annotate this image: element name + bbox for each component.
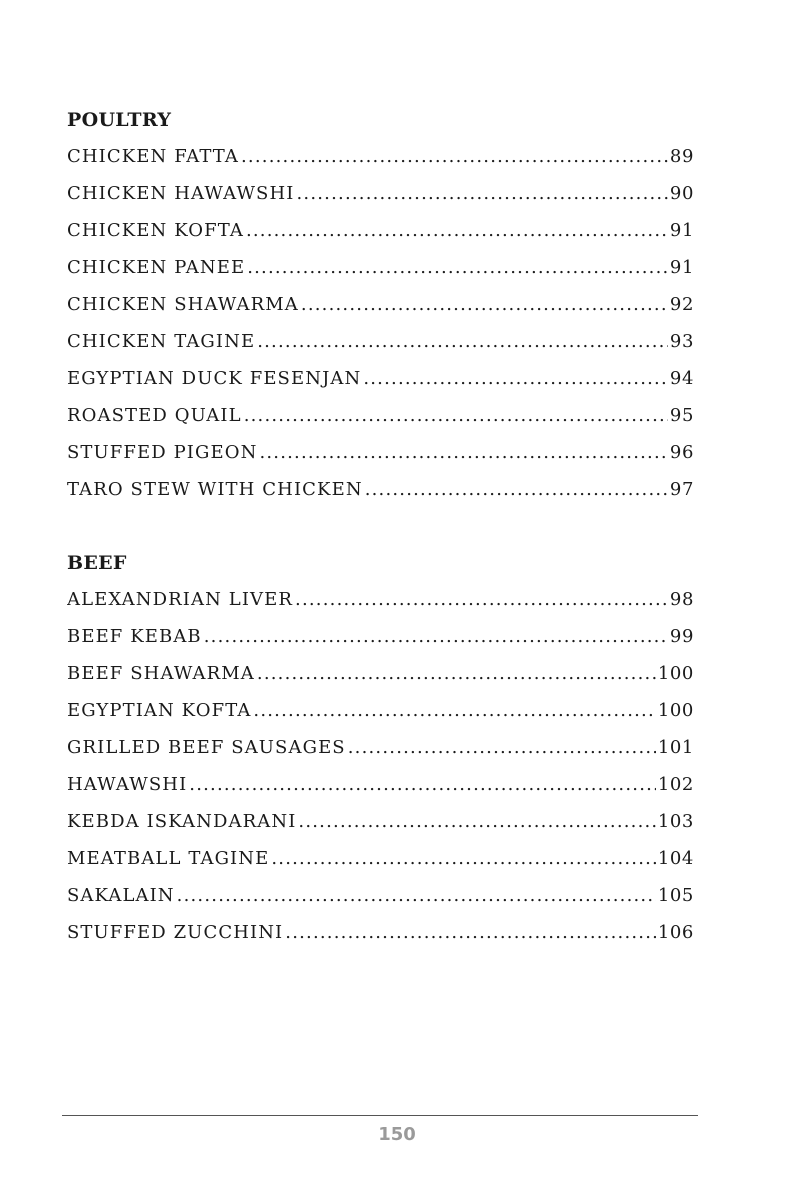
toc-entry (67, 256, 694, 293)
entry-title: CHICKEN KOFTA (67, 220, 244, 241)
dot-leader (271, 847, 655, 871)
entry-page-number: 99 (669, 626, 694, 647)
entry-title: EGYPTIAN DUCK FESENJAN (67, 368, 362, 389)
entry-title: HAWAWSHI (67, 774, 188, 795)
entry-page-number: 102 (657, 774, 694, 795)
toc-entry (67, 921, 694, 958)
entry-title: SAKALAIN (67, 885, 175, 906)
toc-entry (67, 145, 694, 182)
entry-page-number: 104 (657, 848, 694, 869)
entry-title: EGYPTIAN KOFTA (67, 700, 252, 721)
toc-entry (67, 182, 694, 219)
toc-entry (67, 662, 694, 699)
entry-page-number: 90 (669, 183, 694, 204)
dot-leader (363, 367, 668, 391)
entry-page-number: 105 (657, 885, 694, 906)
entry-title: CHICKEN TAGINE (67, 331, 256, 352)
toc-entry (67, 847, 694, 884)
entry-title: CHICKEN HAWAWSHI (67, 183, 295, 204)
dot-leader (246, 219, 668, 243)
entry-title: GRILLED BEEF SAUSAGES (67, 737, 346, 758)
entry-page-number: 91 (669, 220, 694, 241)
dot-leader (297, 182, 668, 206)
toc-entry (67, 773, 694, 810)
entry-title: TARO STEW WITH CHICKEN (67, 479, 363, 500)
entry-title: BEEF SHAWARMA (67, 663, 255, 684)
entry-title: CHICKEN PANEE (67, 257, 246, 278)
entry-page-number: 103 (657, 811, 694, 832)
entry-page-number: 93 (669, 331, 694, 352)
toc-entry (67, 478, 694, 515)
dot-leader (253, 699, 655, 723)
entry-page-number: 92 (669, 294, 694, 315)
toc-entry (67, 367, 694, 404)
entry-title: ALEXANDRIAN LIVER (67, 589, 294, 610)
entry-page-number: 94 (669, 368, 694, 389)
dot-leader (244, 404, 668, 428)
footer-divider (62, 1115, 698, 1116)
toc-section-beef (67, 551, 694, 958)
entry-title: CHICKEN SHAWARMA (67, 294, 299, 315)
toc-entry (67, 736, 694, 773)
entry-title: KEBDA ISKANDARANI (67, 811, 297, 832)
dot-leader (295, 588, 668, 612)
toc-section-poultry (67, 108, 694, 515)
entry-page-number: 97 (669, 479, 694, 500)
toc-entry (67, 404, 694, 441)
entry-title: ROASTED QUAIL (67, 405, 242, 426)
dot-leader (247, 256, 668, 280)
footer-page-number: 150 (378, 1124, 416, 1145)
entry-page-number: 100 (657, 700, 694, 721)
section-title: POULTRY (67, 109, 172, 131)
entry-page-number: 95 (669, 405, 694, 426)
dot-leader (177, 884, 656, 908)
toc-entry (67, 219, 694, 256)
toc-entry (67, 810, 694, 847)
entry-page-number: 100 (657, 663, 694, 684)
entry-page-number: 91 (669, 257, 694, 278)
entry-title: BEEF KEBAB (67, 626, 202, 647)
entry-page-number: 106 (657, 922, 694, 943)
entry-page-number: 89 (669, 146, 694, 167)
dot-leader (257, 330, 668, 354)
entry-title: CHICKEN FATTA (67, 146, 240, 167)
entry-title: STUFFED PIGEON (67, 442, 258, 463)
dot-leader (298, 810, 655, 834)
toc-entry (67, 625, 694, 662)
entry-title: MEATBALL TAGINE (67, 848, 270, 869)
dot-leader (241, 145, 668, 169)
toc-entry (67, 441, 694, 478)
dot-leader (301, 293, 668, 317)
entry-page-number: 96 (669, 442, 694, 463)
entry-title: STUFFED ZUCCHINI (67, 922, 284, 943)
dot-leader (259, 441, 667, 465)
toc-entry (67, 884, 694, 921)
dot-leader (348, 736, 656, 760)
toc-entry (67, 588, 694, 625)
toc-entry (67, 330, 694, 367)
entry-page-number: 98 (669, 589, 694, 610)
toc-entry (67, 699, 694, 736)
entry-page-number: 101 (657, 737, 694, 758)
dot-leader (365, 478, 668, 502)
dot-leader (257, 662, 656, 686)
dot-leader (189, 773, 656, 797)
dot-leader (285, 921, 656, 945)
section-title: BEEF (67, 552, 127, 574)
dot-leader (204, 625, 668, 649)
toc-entry (67, 293, 694, 330)
